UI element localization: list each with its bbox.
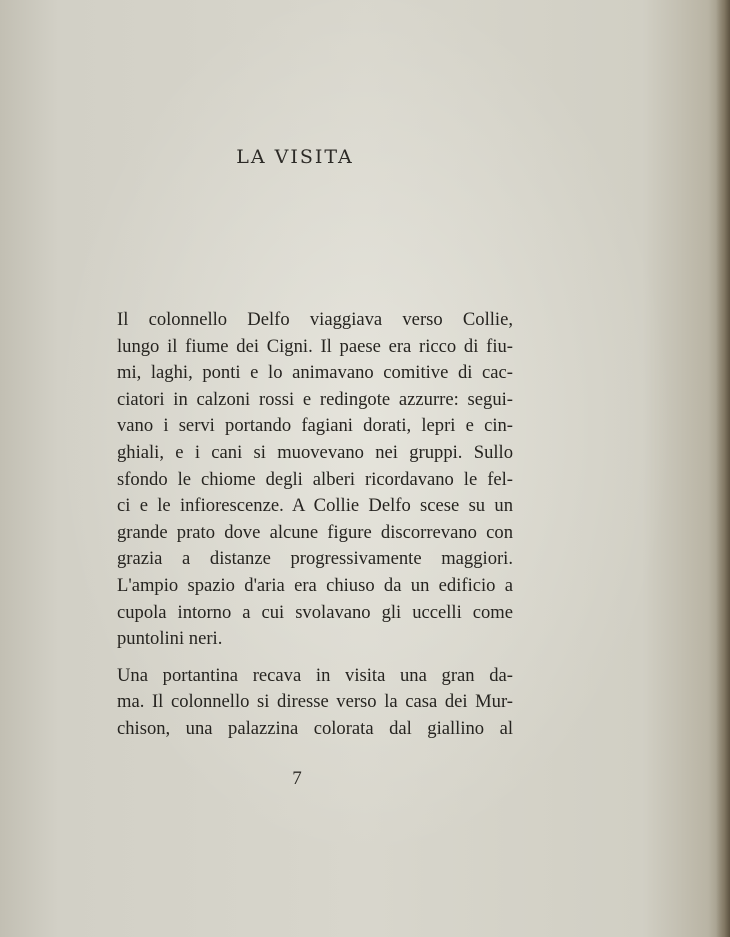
text-line: ghiali, e i cani si muovevano nei gruppi. Sullo [117,441,513,463]
paragraph [117,663,513,743]
text-line: L'ampio spazio d'aria era chiuso da un edificio a [117,574,513,596]
text-line: Il colonnello Delfo viaggiava verso Collie, [117,309,513,330]
text-line: ciatori in calzoni rossi e redingote azzurre: segui- [117,388,513,410]
text-line: Una portantina recava in visita una gran da- [117,664,513,686]
page-edge-shadow [716,0,730,937]
text-line: chison, una palazzina colorata dal giallino al [117,717,513,739]
text-line: ma. Il colonnello si diresse verso la casa dei Mur- [117,691,513,713]
paragraph-gap [117,653,513,663]
text-line: puntolini neri. [117,628,223,650]
text-line: mi, laghi, ponti e lo animavano comitive di cac- [117,362,513,384]
text-line: cupola intorno a cui svolavano gli uccelli come [117,601,513,623]
text-line: ci e le infiorescenze. A Collie Delfo scese su un [117,495,513,517]
body-text [117,307,513,743]
paragraph [117,307,513,653]
text-line: grande prato dove alcune figure discorrevano con [117,521,513,543]
text-line: vano i servi portando fagiani dorati, lepri e cin- [117,415,513,437]
page-number: 7 [292,768,302,789]
text-line: grazia a distanze progressivamente maggiori. [117,548,513,570]
text-line: sfondo le chiome degli alberi ricordavano le fel- [117,468,513,490]
chapter-title: LA VISITA [236,146,354,168]
text-line: lungo il fiume dei Cigni. Il paese era ricco di fiu- [117,335,513,357]
